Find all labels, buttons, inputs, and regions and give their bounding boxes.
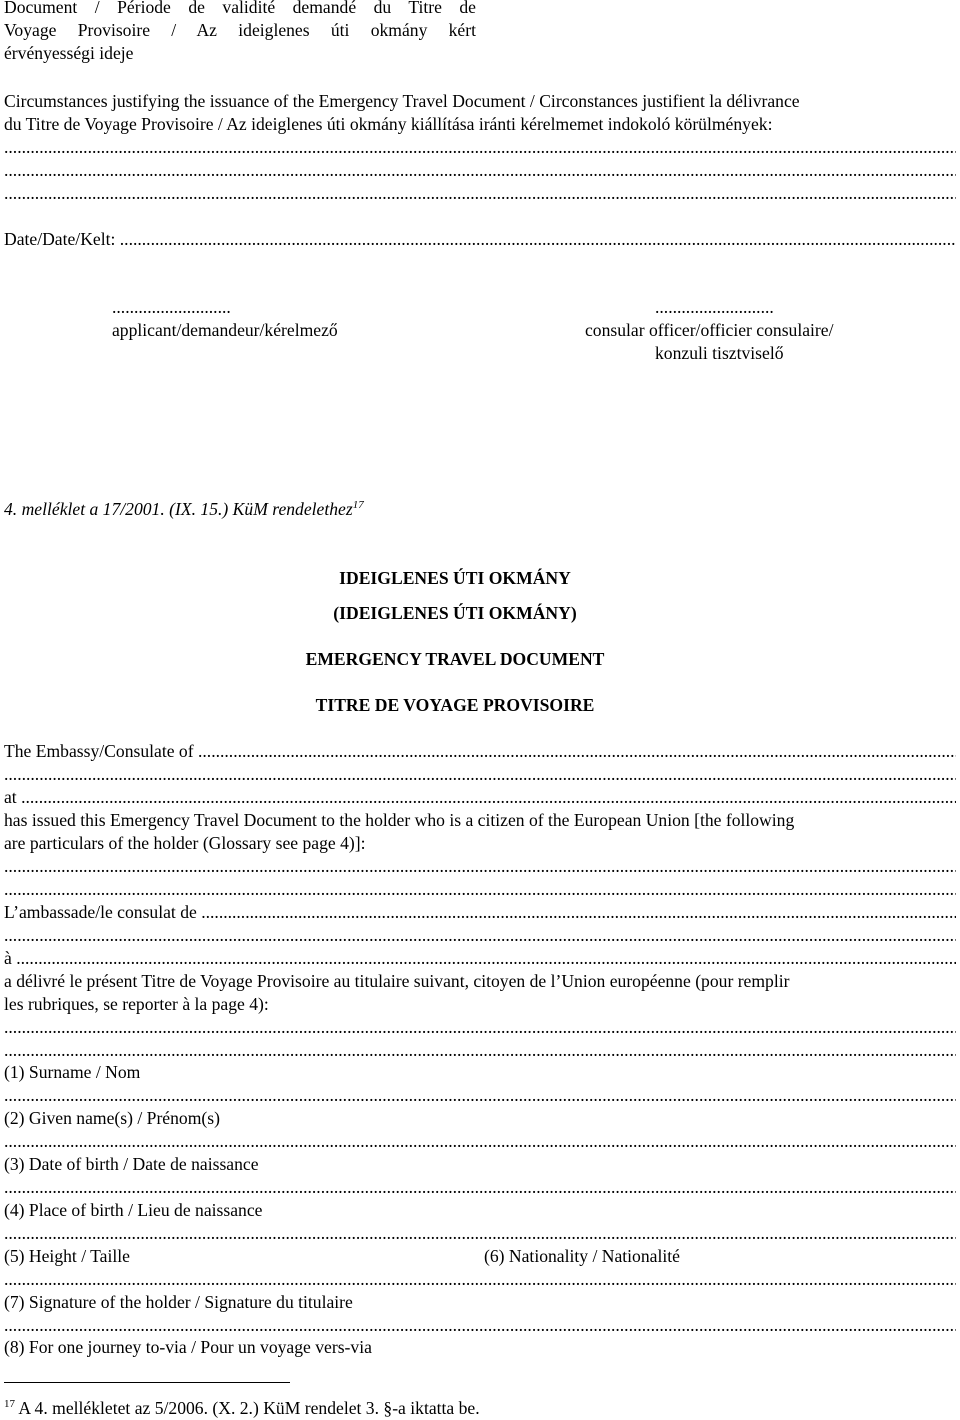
circumstances-field-line-3[interactable] bbox=[4, 182, 956, 205]
officer-signature-field[interactable]: ........................... bbox=[655, 297, 774, 317]
field-date-of-birth-label: (3) Date of birth / Date de naissance bbox=[4, 1154, 259, 1174]
circumstances-field-line-1[interactable] bbox=[4, 136, 956, 159]
english-issued-line-1: has issued this Emergency Travel Document to the holder who is a citizen of the European Union [the following bbox=[4, 810, 795, 830]
french-issued-line-2: les rubriques, se reporter à la page 4): bbox=[4, 994, 269, 1014]
french-embassy-field-line-2[interactable] bbox=[4, 924, 956, 947]
title-hungarian: IDEIGLENES ÚTI OKMÁNY bbox=[339, 568, 571, 588]
french-a-field[interactable] bbox=[16, 947, 956, 970]
english-embassy-field[interactable] bbox=[198, 740, 956, 763]
footnote-text: A 4. mellékletet az 5/2006. (X. 2.) KüM rendelet 3. §-a iktatta be. bbox=[15, 1398, 480, 1418]
circumstances-field-line-2[interactable] bbox=[4, 159, 956, 182]
footnote-number: 17 bbox=[4, 1398, 15, 1410]
english-at-label: at bbox=[4, 787, 22, 807]
footnote-divider bbox=[4, 1382, 290, 1383]
applicant-signature-field[interactable]: ........................... bbox=[112, 297, 231, 317]
circumstances-line-1: Circumstances justifying the issuance of the Emergency Travel Document / Circonstances justifient la délivrance bbox=[4, 91, 800, 111]
annex-text: 4. melléklet a 17/2001. (IX. 15.) KüM rendelethez bbox=[4, 499, 353, 519]
french-a-label: à bbox=[4, 948, 17, 968]
french-embassy-row bbox=[4, 901, 956, 924]
date-label: Date/Date/Kelt: bbox=[4, 229, 120, 249]
annex-footnote-ref: 17 bbox=[352, 499, 364, 511]
french-a-row bbox=[4, 947, 956, 970]
validity-line-2: Voyage Provisoire / Az ideiglenes úti okmány kért bbox=[4, 20, 476, 40]
french-particulars-field-line-1[interactable] bbox=[4, 1016, 956, 1039]
french-embassy-label: L’ambassade/le consulat de bbox=[4, 902, 202, 922]
english-embassy-field-line-2[interactable] bbox=[4, 763, 956, 786]
french-embassy-field[interactable] bbox=[201, 901, 956, 924]
annex-heading bbox=[4, 498, 364, 521]
field-surname-label: (1) Surname / Nom bbox=[4, 1062, 141, 1082]
validity-line-1: Document / Période de validité demandé du Titre de bbox=[4, 0, 476, 17]
field-given-names-label: (2) Given name(s) / Prénom(s) bbox=[4, 1108, 220, 1128]
english-embassy-label: The Embassy/Consulate of bbox=[4, 741, 198, 761]
field-given-names-input[interactable] bbox=[4, 1130, 956, 1153]
english-particulars-field-line-1[interactable] bbox=[4, 855, 956, 878]
circumstances-line-2: du Titre de Voyage Provisoire / Az ideiglenes úti okmány kiállítása iránti kérelmemet indokoló körülmények: bbox=[4, 114, 773, 134]
field-signature-label: (7) Signature of the holder / Signature du titulaire bbox=[4, 1292, 353, 1312]
english-embassy-row bbox=[4, 740, 956, 763]
field-place-of-birth-input[interactable] bbox=[4, 1222, 956, 1245]
french-issued-line-1: a délivré le présent Titre de Voyage Provisoire au titulaire suivant, citoyen de l’Union européenne (pour remplir bbox=[4, 971, 790, 991]
title-hungarian-parenthetical: (IDEIGLENES ÚTI OKMÁNY) bbox=[333, 603, 577, 623]
french-particulars-field-line-2[interactable] bbox=[4, 1039, 956, 1062]
english-at-field[interactable] bbox=[21, 786, 956, 809]
field-signature-input[interactable] bbox=[4, 1314, 956, 1337]
english-at-row bbox=[4, 786, 956, 809]
applicant-label: applicant/demandeur/kérelmező bbox=[112, 320, 338, 340]
field-place-of-birth-label: (4) Place of birth / Lieu de naissance bbox=[4, 1200, 263, 1220]
english-issued-line-2: are particulars of the holder (Glossary see page 4)]: bbox=[4, 833, 366, 853]
title-english: EMERGENCY TRAVEL DOCUMENT bbox=[305, 649, 605, 669]
field-journey-label: (8) For one journey to-via / Pour un voyage vers-via bbox=[4, 1337, 372, 1357]
field-date-of-birth-input[interactable] bbox=[4, 1176, 956, 1199]
english-particulars-field-line-2[interactable] bbox=[4, 878, 956, 901]
field-surname-input[interactable] bbox=[4, 1084, 956, 1107]
date-field[interactable] bbox=[120, 228, 956, 251]
field-nationality-label: (6) Nationality / Nationalité bbox=[484, 1246, 680, 1266]
validity-line-3: érvényességi ideje bbox=[4, 43, 134, 63]
field-height-nationality-input[interactable] bbox=[4, 1268, 956, 1291]
date-row bbox=[4, 228, 956, 251]
officer-label-line-2: konzuli tisztviselő bbox=[655, 343, 784, 363]
field-height-label: (5) Height / Taille bbox=[4, 1246, 130, 1266]
footnote bbox=[4, 1397, 480, 1420]
title-french: TITRE DE VOYAGE PROVISOIRE bbox=[315, 695, 595, 715]
officer-label-line-1: consular officer/officier consulaire/ bbox=[585, 320, 834, 340]
